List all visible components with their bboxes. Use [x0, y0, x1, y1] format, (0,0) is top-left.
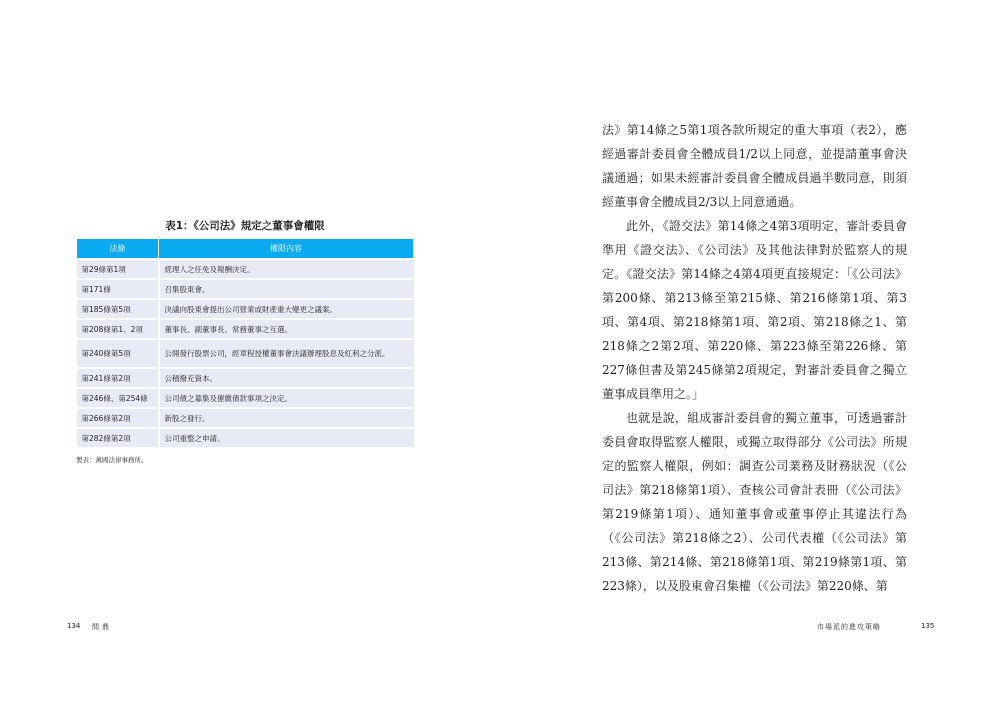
row-content: 公開發行股票公司，經章程授權董事會決議辦理股息及紅利之分派。 — [159, 339, 414, 368]
table-row — [77, 259, 414, 279]
table-header-row — [77, 239, 414, 260]
row-article: 第266條第2項 — [77, 408, 159, 428]
row-article: 第29條第1項 — [77, 259, 159, 279]
running-title-left: 問鼎 — [92, 623, 112, 631]
paragraph: 也就是說，組成審計委員會的獨立董事，可透過審計委員會取得監察人權限，或獨立取得部分《公司法》所規定的監察人權限，例如：調查公司業務及財務狀況（《公司法》第218條第1項）、查核公司會計表冊（《公司法》第219條第1項）、通知董事會或董事停止其違法行為（《公司法》第218條之2）、公司代表權（《公司法》第213條、第214條、第218條第1項、第219條第1項、第223條），以及股東會召集權（《公司法》第220條、第 — [602, 411, 907, 593]
table-row — [77, 319, 414, 339]
row-content: 公司重整之申請。 — [159, 428, 414, 447]
table-row — [77, 388, 414, 408]
row-content: 新股之發行。 — [159, 408, 414, 428]
table-row — [77, 408, 414, 428]
row-article: 第208條第1、2項 — [77, 319, 159, 339]
row-content: 決議向股東會提出公司營業或財產重大變更之議案。 — [159, 299, 414, 319]
row-content: 公積撥充資本。 — [159, 368, 414, 388]
row-article: 第240條第5項 — [77, 339, 159, 368]
table-row — [77, 428, 414, 447]
right-page — [500, 0, 1000, 707]
row-article: 第246條、第254條 — [77, 388, 159, 408]
table-row — [77, 299, 414, 319]
page-number-right: 135 — [921, 622, 935, 630]
table-source-note: 製表：萬國法律事務所。 — [76, 456, 148, 464]
table-row — [77, 279, 414, 299]
header-content: 權限內容 — [159, 239, 414, 260]
row-article: 第185條第5項 — [77, 299, 159, 319]
table-title: 表1：《公司法》規定之董事會權限 — [165, 220, 325, 232]
page-number-left: 134 — [67, 622, 81, 630]
header-article: 法條 — [77, 239, 159, 260]
body-text — [602, 118, 907, 598]
row-content: 經理人之任免及報酬決定。 — [159, 259, 414, 279]
row-content: 公司債之募集及催繳債款事項之決定。 — [159, 388, 414, 408]
table-row — [77, 339, 414, 368]
row-content: 召集股東會。 — [159, 279, 414, 299]
paragraph: 法》第14條之5第1項各款所規定的重大事項（表2），應經過審計委員會全體成員1/2以上同意，並提請董事會決議通過；如果未經審計委員會全體成員過半數同意，則須經董事會全體成員2/3以上同意通過。 — [602, 123, 907, 209]
row-article: 第241條第2項 — [77, 368, 159, 388]
paragraph: 此外，《證交法》第14條之4第3項明定，審計委員會準用《證交法》、《公司法》及其他法律對於監察人的規定。《證交法》第14條之4第4項更直接規定：「《公司法》第200條、第213條至第215條、第216條第1項、第3項、第4項、第218條第1項、第2項、第218條之1、第218條之2第2項、第220條、第223條至第226條、第227條但書及第245條第2項規定，對審計委員會之獨立董事成員準用之。」 — [602, 219, 907, 401]
row-article: 第171條 — [77, 279, 159, 299]
board-powers-table — [76, 238, 414, 447]
row-article: 第282條第2項 — [77, 428, 159, 447]
row-content: 董事長、副董事長、常務董事之互選。 — [159, 319, 414, 339]
table-row — [77, 368, 414, 388]
running-title-right: 市場派的進攻策略 — [817, 623, 881, 631]
